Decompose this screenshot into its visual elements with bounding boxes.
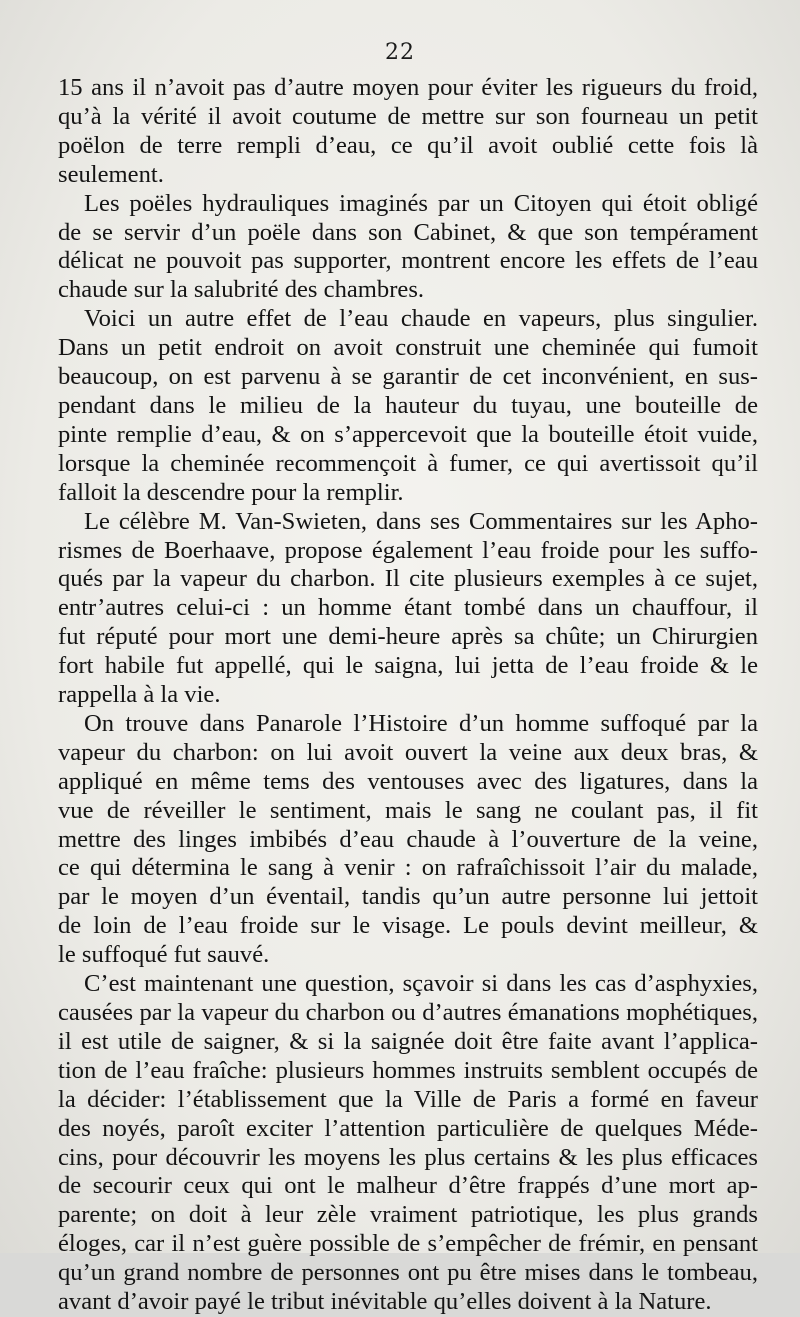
text-line: falloit la descendre pour la remplir. [58, 478, 404, 506]
text-line: On trouve dans Panarole l’Histoire d’un homme suffoqué par la [84, 709, 758, 737]
text-line: parente; on doit à leur zèle vraiment patriotique, les plus grands [58, 1201, 758, 1229]
text-line: rismes de Boerhaave, propose également l’eau froide pour les suffo- [58, 536, 758, 564]
text-line: de secourir ceux qui ont le malheur d’être frappés d’une mort ap- [58, 1172, 758, 1200]
paragraph [58, 710, 758, 970]
text-line: ce qui détermina le sang à venir : on rafraîchissoit l’air du malade, [58, 854, 758, 882]
page-number: 22 [385, 40, 415, 65]
text-line: chaude sur la salubrité des chambres. [58, 276, 425, 304]
paragraph [58, 190, 758, 306]
text-line: qués par la vapeur du charbon. Il cite plusieurs exemples à ce sujet, [58, 565, 758, 593]
text-line: pendant dans le milieu de la hauteur du tuyau, une bouteille de [58, 391, 758, 419]
text-line: 15 ans il n’avoit pas d’autre moyen pour éviter les rigueurs du froid, [58, 74, 758, 101]
text-line: de se servir d’un poële dans son Cabinet, & que son tempérament [58, 218, 758, 246]
text-line: poëlon de terre rempli d’eau, ce qu’il avoit oublié cette fois là [58, 131, 758, 159]
body-text [58, 74, 758, 1317]
text-line: délicat ne pouvoit pas supporter, montrent encore les effets de l’eau [58, 247, 758, 275]
text-line: le suffoqué fut sauvé. [58, 941, 270, 969]
text-line: par le moyen d’un éventail, tandis qu’un autre personne lui jettoit [58, 883, 758, 911]
text-line: appliqué en même tems des ventouses avec des ligatures, dans la [58, 767, 758, 795]
text-line: pinte remplie d’eau, & on s’appercevoit que la bouteille étoit vuide, [58, 420, 758, 448]
text-line: fort habile fut appellé, qui le saigna, lui jetta de l’eau froide & le [58, 652, 758, 680]
text-line: il est utile de saigner, & si la saignée doit être faite avant l’applica- [58, 1027, 758, 1055]
text-line: éloges, car il n’est guère possible de s’empêcher de frémir, en pensant [58, 1230, 758, 1258]
text-line: avant d’avoir payé le tribut inévitable qu’elles doivent à la Nature. [58, 1288, 712, 1316]
text-line: qu’à la vérité il avoit coutume de mettre sur son fourneau un petit [58, 102, 758, 130]
paragraph [58, 74, 758, 190]
text-line: cins, pour découvrir les moyens les plus certains & les plus efficaces [58, 1143, 758, 1171]
text-line: la décider: l’établissement que la Ville de Paris a formé en faveur [58, 1085, 758, 1113]
text-line: entr’autres celui-ci : un homme étant tombé dans un chauffour, il [58, 594, 758, 622]
text-line: Le célèbre M. Van-Swieten, dans ses Commentaires sur les Apho- [84, 507, 758, 535]
text-line: fut réputé pour mort une demi-heure après sa chûte; un Chirurgien [58, 623, 758, 651]
paragraph [58, 508, 758, 710]
text-line: vapeur du charbon: on lui avoit ouvert la veine aux deux bras, & [58, 738, 758, 766]
text-line: tion de l’eau fraîche: plusieurs hommes instruits semblent occupés de [58, 1056, 758, 1084]
text-line: des noyés, paroît exciter l’attention particulière de quelques Méde- [58, 1114, 758, 1142]
text-line: Dans un petit endroit on avoit construit une cheminée qui fumoit [58, 334, 758, 362]
text-line: rappella à la vie. [58, 681, 221, 709]
text-line: Les poëles hydrauliques imaginés par un Citoyen qui étoit obligé [84, 189, 758, 217]
text-line: seulement. [58, 160, 164, 188]
text-line: lorsque la cheminée recommençoit à fumer, ce qui avertissoit qu’il [58, 449, 758, 477]
text-line: causées par la vapeur du charbon ou d’autres émanations mophétiques, [58, 999, 758, 1026]
text-line: de loin de l’eau froide sur le visage. Le pouls devint meilleur, & [58, 912, 758, 940]
paragraph [58, 970, 758, 1317]
text-line: Voici un autre effet de l’eau chaude en vapeurs, plus singulier. [84, 305, 758, 333]
text-line: C’est maintenant une question, sçavoir si dans les cas d’asphyxies, [84, 970, 758, 998]
text-line: qu’un grand nombre de personnes ont pu être mises dans le tombeau, [58, 1259, 758, 1287]
text-line: vue de réveiller le sentiment, mais le sang ne coulant pas, il fit [58, 796, 758, 824]
paragraph [58, 305, 758, 507]
text-line: mettre des linges imbibés d’eau chaude à l’ouverture de la veine, [58, 825, 758, 853]
text-line: beaucoup, on est parvenu à se garantir de cet inconvénient, en sus- [58, 363, 758, 391]
